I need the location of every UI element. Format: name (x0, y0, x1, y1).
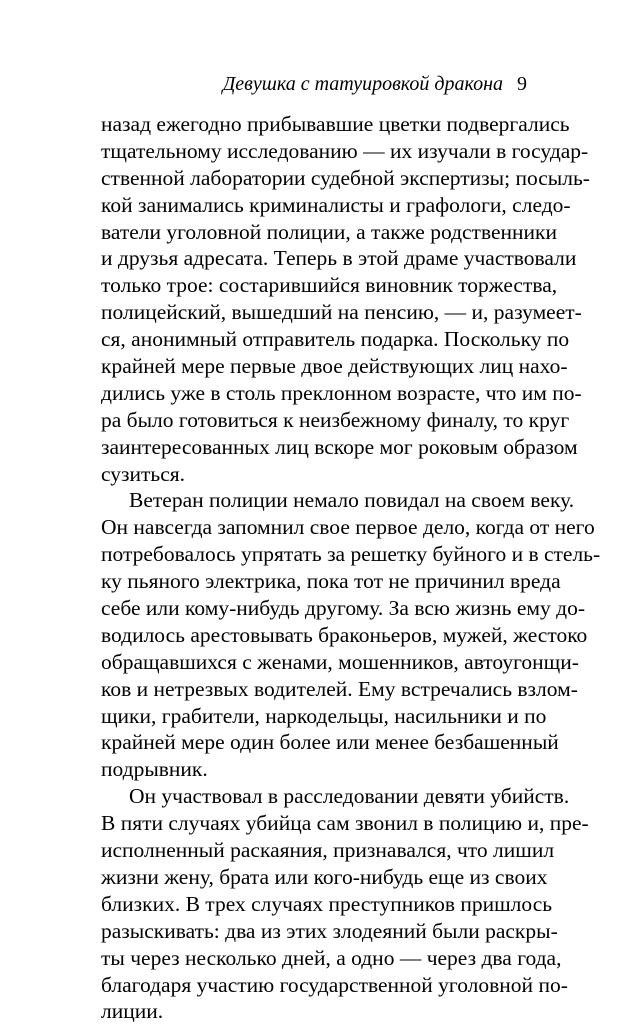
text-line: подрывник. (101, 757, 208, 782)
text-line: ся, анонимный отправитель подарка. Поскольку по (101, 327, 570, 352)
text-line: обращавшихся с женами, мошенников, автоугонщи- (101, 649, 579, 674)
page-number: 9 (517, 73, 527, 95)
text-line: крайней мере один более или менее безбашенный (101, 730, 559, 755)
text-line: тщательному исследованию — их изучали в государ- (101, 138, 589, 163)
text-line: Он участвовал в расследовании девяти убийств. (129, 784, 570, 809)
text-line: себе или кому-нибудь другому. За всю жизнь ему до- (101, 596, 585, 621)
paragraph-3 (101, 783, 589, 1025)
text-line: водилось арестовывать браконьеров, мужей, жестоко (101, 622, 588, 647)
text-line: исполненный раскаяния, признавался, что лишил (101, 838, 555, 863)
text-line: ра было готовиться к неизбежному финалу, то круг (101, 407, 570, 432)
body-text (101, 111, 601, 1025)
text-line: ку пьяного электрика, пока тот не причинил вреда (101, 569, 561, 594)
text-line: лиции. (101, 999, 164, 1024)
running-header-book-title: Девушка с татуировкой дракона (222, 73, 503, 95)
text-line: заинтересованных лиц вскоре мог роковым образом (101, 434, 578, 459)
text-line: жизни жену, брата или кого-нибудь еще из своих (101, 864, 548, 889)
text-line: кой занимались криминалисты и графологи, следо- (101, 192, 571, 217)
text-line: щики, грабители, наркодельцы, насильники и по (101, 703, 547, 728)
text-line: благодаря участию государственной уголовной по- (101, 972, 568, 997)
text-line: только трое: состарившийся виновник торжества, (101, 273, 558, 298)
text-line: назад ежегодно прибывавшие цветки подвергались (101, 112, 570, 136)
text-line: ты через несколько дней, а одно — через два года, (101, 945, 562, 970)
text-line: ков и нетрезвых водителей. Ему встречались взлом- (101, 676, 578, 701)
text-line: крайней мере первые двое действующих лиц нахо- (101, 354, 568, 379)
text-line: разыскивать: два из этих злодеяний были раскры- (101, 918, 558, 943)
text-line: близких. В трех случаях преступников пришлось (101, 891, 553, 916)
text-line: Ветеран полиции немало повидал на своем веку. (129, 488, 575, 513)
text-line: Он навсегда запомнил свое первое дело, когда от него (101, 515, 595, 540)
paragraph-2 (101, 487, 601, 783)
text-line: полицейский, вышедший на пенсию, — и, разумеет- (101, 300, 582, 325)
text-line: дились уже в столь преклонном возрасте, что им по- (101, 380, 582, 405)
paragraph-1 (101, 111, 590, 487)
text-line: В пяти случаях убийца сам звонил в полицию и, пре- (101, 811, 589, 836)
text-line: потребовалось упрятать за решетку буйного и в стель- (101, 542, 601, 567)
text-line: и друзья адресата. Теперь в этой драме участвовали (101, 246, 577, 271)
running-header (100, 70, 527, 98)
text-line: сузиться. (101, 461, 186, 486)
text-line: ватели уголовной полиции, а также родственники (101, 219, 557, 244)
text-line: ственной лаборатории судебной экспертизы; посыль- (101, 165, 590, 190)
